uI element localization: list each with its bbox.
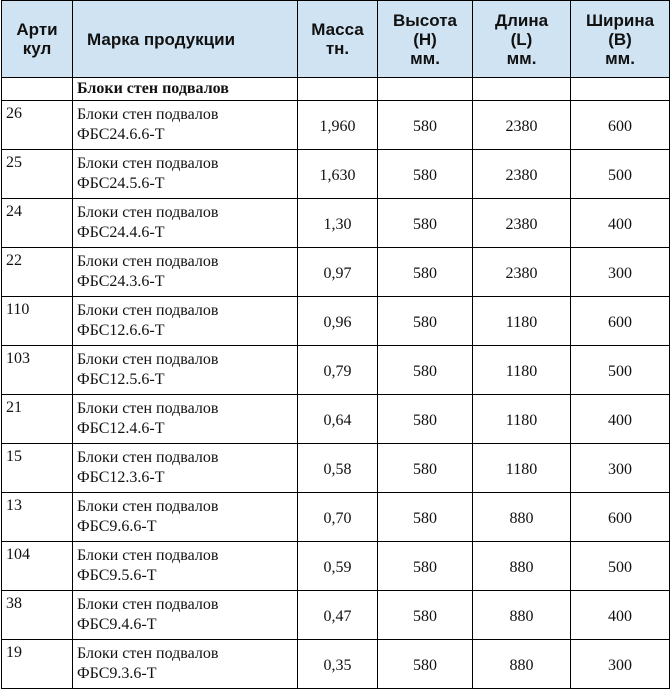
cell-article: 19 xyxy=(2,640,73,689)
product-name-line2: ФБС24.6.6-Т xyxy=(77,126,165,143)
cell-article: 38 xyxy=(2,591,73,640)
product-name-line1: Блоки стен подвалов xyxy=(77,449,219,466)
section-empty-cell xyxy=(298,78,378,101)
product-name-line1: Блоки стен подвалов xyxy=(77,596,219,613)
product-name-line1: Блоки стен подвалов xyxy=(77,155,219,172)
product-name-line2: ФБС12.3.6-Т xyxy=(77,469,165,486)
cell-height: 580 xyxy=(378,101,473,150)
table-row xyxy=(2,444,670,493)
product-name-line1: Блоки стен подвалов xyxy=(77,351,219,368)
table-row xyxy=(2,591,670,640)
cell-mass: 0,79 xyxy=(298,346,378,395)
cell-length: 1180 xyxy=(473,444,571,493)
table-header xyxy=(2,1,670,78)
cell-article: 104 xyxy=(2,542,73,591)
cell-width: 300 xyxy=(571,444,670,493)
product-name-line2: ФБС9.4.6-Т xyxy=(77,616,157,633)
cell-product-name xyxy=(73,346,298,395)
cell-height: 580 xyxy=(378,591,473,640)
cell-width: 600 xyxy=(571,101,670,150)
cell-product-name xyxy=(73,248,298,297)
cell-article: 13 xyxy=(2,493,73,542)
product-name-line2: ФБС24.3.6-Т xyxy=(77,273,165,290)
cell-article: 103 xyxy=(2,346,73,395)
section-row xyxy=(2,78,670,101)
cell-product-name xyxy=(73,101,298,150)
section-title: Блоки стен подвалов xyxy=(73,78,298,101)
cell-height: 580 xyxy=(378,542,473,591)
product-name-line1: Блоки стен подвалов xyxy=(77,400,219,417)
cell-width: 300 xyxy=(571,248,670,297)
cell-product-name xyxy=(73,542,298,591)
product-name-line1: Блоки стен подвалов xyxy=(77,302,219,319)
cell-product-name xyxy=(73,444,298,493)
header-width: Ширина (В) мм. xyxy=(571,1,670,78)
cell-article: 110 xyxy=(2,297,73,346)
cell-mass: 0,96 xyxy=(298,297,378,346)
cell-product-name xyxy=(73,297,298,346)
header-article: Арти кул xyxy=(2,1,73,78)
section-empty-cell xyxy=(378,78,473,101)
table-body xyxy=(2,78,670,689)
cell-width: 400 xyxy=(571,591,670,640)
table-row xyxy=(2,542,670,591)
cell-mass: 0,47 xyxy=(298,591,378,640)
product-name-line1: Блоки стен подвалов xyxy=(77,645,219,662)
cell-length: 2380 xyxy=(473,248,571,297)
cell-length: 880 xyxy=(473,542,571,591)
cell-article: 22 xyxy=(2,248,73,297)
cell-height: 580 xyxy=(378,199,473,248)
cell-height: 580 xyxy=(378,395,473,444)
cell-width: 500 xyxy=(571,150,670,199)
section-empty-cell xyxy=(2,78,73,101)
table-row xyxy=(2,199,670,248)
cell-width: 600 xyxy=(571,493,670,542)
cell-article: 15 xyxy=(2,444,73,493)
table-row xyxy=(2,248,670,297)
table-row xyxy=(2,297,670,346)
cell-product-name xyxy=(73,493,298,542)
table-row xyxy=(2,101,670,150)
cell-height: 580 xyxy=(378,640,473,689)
product-name-line2: ФБС12.5.6-Т xyxy=(77,371,165,388)
cell-mass: 0,59 xyxy=(298,542,378,591)
cell-width: 600 xyxy=(571,297,670,346)
product-table xyxy=(1,0,670,689)
product-name-line2: ФБС24.4.6-Т xyxy=(77,224,165,241)
cell-mass: 1,630 xyxy=(298,150,378,199)
cell-article: 24 xyxy=(2,199,73,248)
cell-height: 580 xyxy=(378,346,473,395)
cell-height: 580 xyxy=(378,493,473,542)
cell-length: 2380 xyxy=(473,150,571,199)
cell-article: 21 xyxy=(2,395,73,444)
header-mass: Масса тн. xyxy=(298,1,378,78)
product-name-line1: Блоки стен подвалов xyxy=(77,547,219,564)
table-row xyxy=(2,346,670,395)
cell-height: 580 xyxy=(378,297,473,346)
table-row xyxy=(2,640,670,689)
table-row xyxy=(2,395,670,444)
cell-height: 580 xyxy=(378,150,473,199)
cell-product-name xyxy=(73,591,298,640)
product-name-line2: ФБС9.3.6-Т xyxy=(77,665,157,682)
cell-length: 880 xyxy=(473,640,571,689)
product-name-line1: Блоки стен подвалов xyxy=(77,106,219,123)
product-name-line2: ФБС12.4.6-Т xyxy=(77,420,165,437)
cell-width: 500 xyxy=(571,542,670,591)
cell-length: 2380 xyxy=(473,199,571,248)
header-height: Высота (Н) мм. xyxy=(378,1,473,78)
cell-height: 580 xyxy=(378,248,473,297)
cell-product-name xyxy=(73,395,298,444)
cell-article: 25 xyxy=(2,150,73,199)
table-row xyxy=(2,493,670,542)
table-row xyxy=(2,150,670,199)
cell-mass: 1,960 xyxy=(298,101,378,150)
cell-mass: 0,64 xyxy=(298,395,378,444)
product-name-line2: ФБС9.6.6-Т xyxy=(77,518,157,535)
product-name-line2: ФБС12.6.6-Т xyxy=(77,322,165,339)
cell-length: 1180 xyxy=(473,395,571,444)
cell-length: 880 xyxy=(473,591,571,640)
cell-mass: 0,58 xyxy=(298,444,378,493)
product-name-line2: ФБС24.5.6-Т xyxy=(77,175,165,192)
cell-product-name xyxy=(73,199,298,248)
product-name-line1: Блоки стен подвалов xyxy=(77,253,219,270)
header-product: Марка продукции xyxy=(73,1,298,78)
header-length: Длина (L) мм. xyxy=(473,1,571,78)
product-name-line2: ФБС9.5.6-Т xyxy=(77,567,157,584)
cell-mass: 1,30 xyxy=(298,199,378,248)
section-empty-cell xyxy=(571,78,670,101)
cell-length: 880 xyxy=(473,493,571,542)
cell-mass: 0,35 xyxy=(298,640,378,689)
cell-product-name xyxy=(73,150,298,199)
product-name-line1: Блоки стен подвалов xyxy=(77,498,219,515)
cell-product-name xyxy=(73,640,298,689)
cell-length: 1180 xyxy=(473,346,571,395)
cell-length: 1180 xyxy=(473,297,571,346)
cell-width: 500 xyxy=(571,346,670,395)
cell-width: 400 xyxy=(571,395,670,444)
product-name-line1: Блоки стен подвалов xyxy=(77,204,219,221)
cell-height: 580 xyxy=(378,444,473,493)
cell-length: 2380 xyxy=(473,101,571,150)
cell-width: 400 xyxy=(571,199,670,248)
cell-width: 300 xyxy=(571,640,670,689)
section-empty-cell xyxy=(473,78,571,101)
cell-article: 26 xyxy=(2,101,73,150)
cell-mass: 0,70 xyxy=(298,493,378,542)
cell-mass: 0,97 xyxy=(298,248,378,297)
